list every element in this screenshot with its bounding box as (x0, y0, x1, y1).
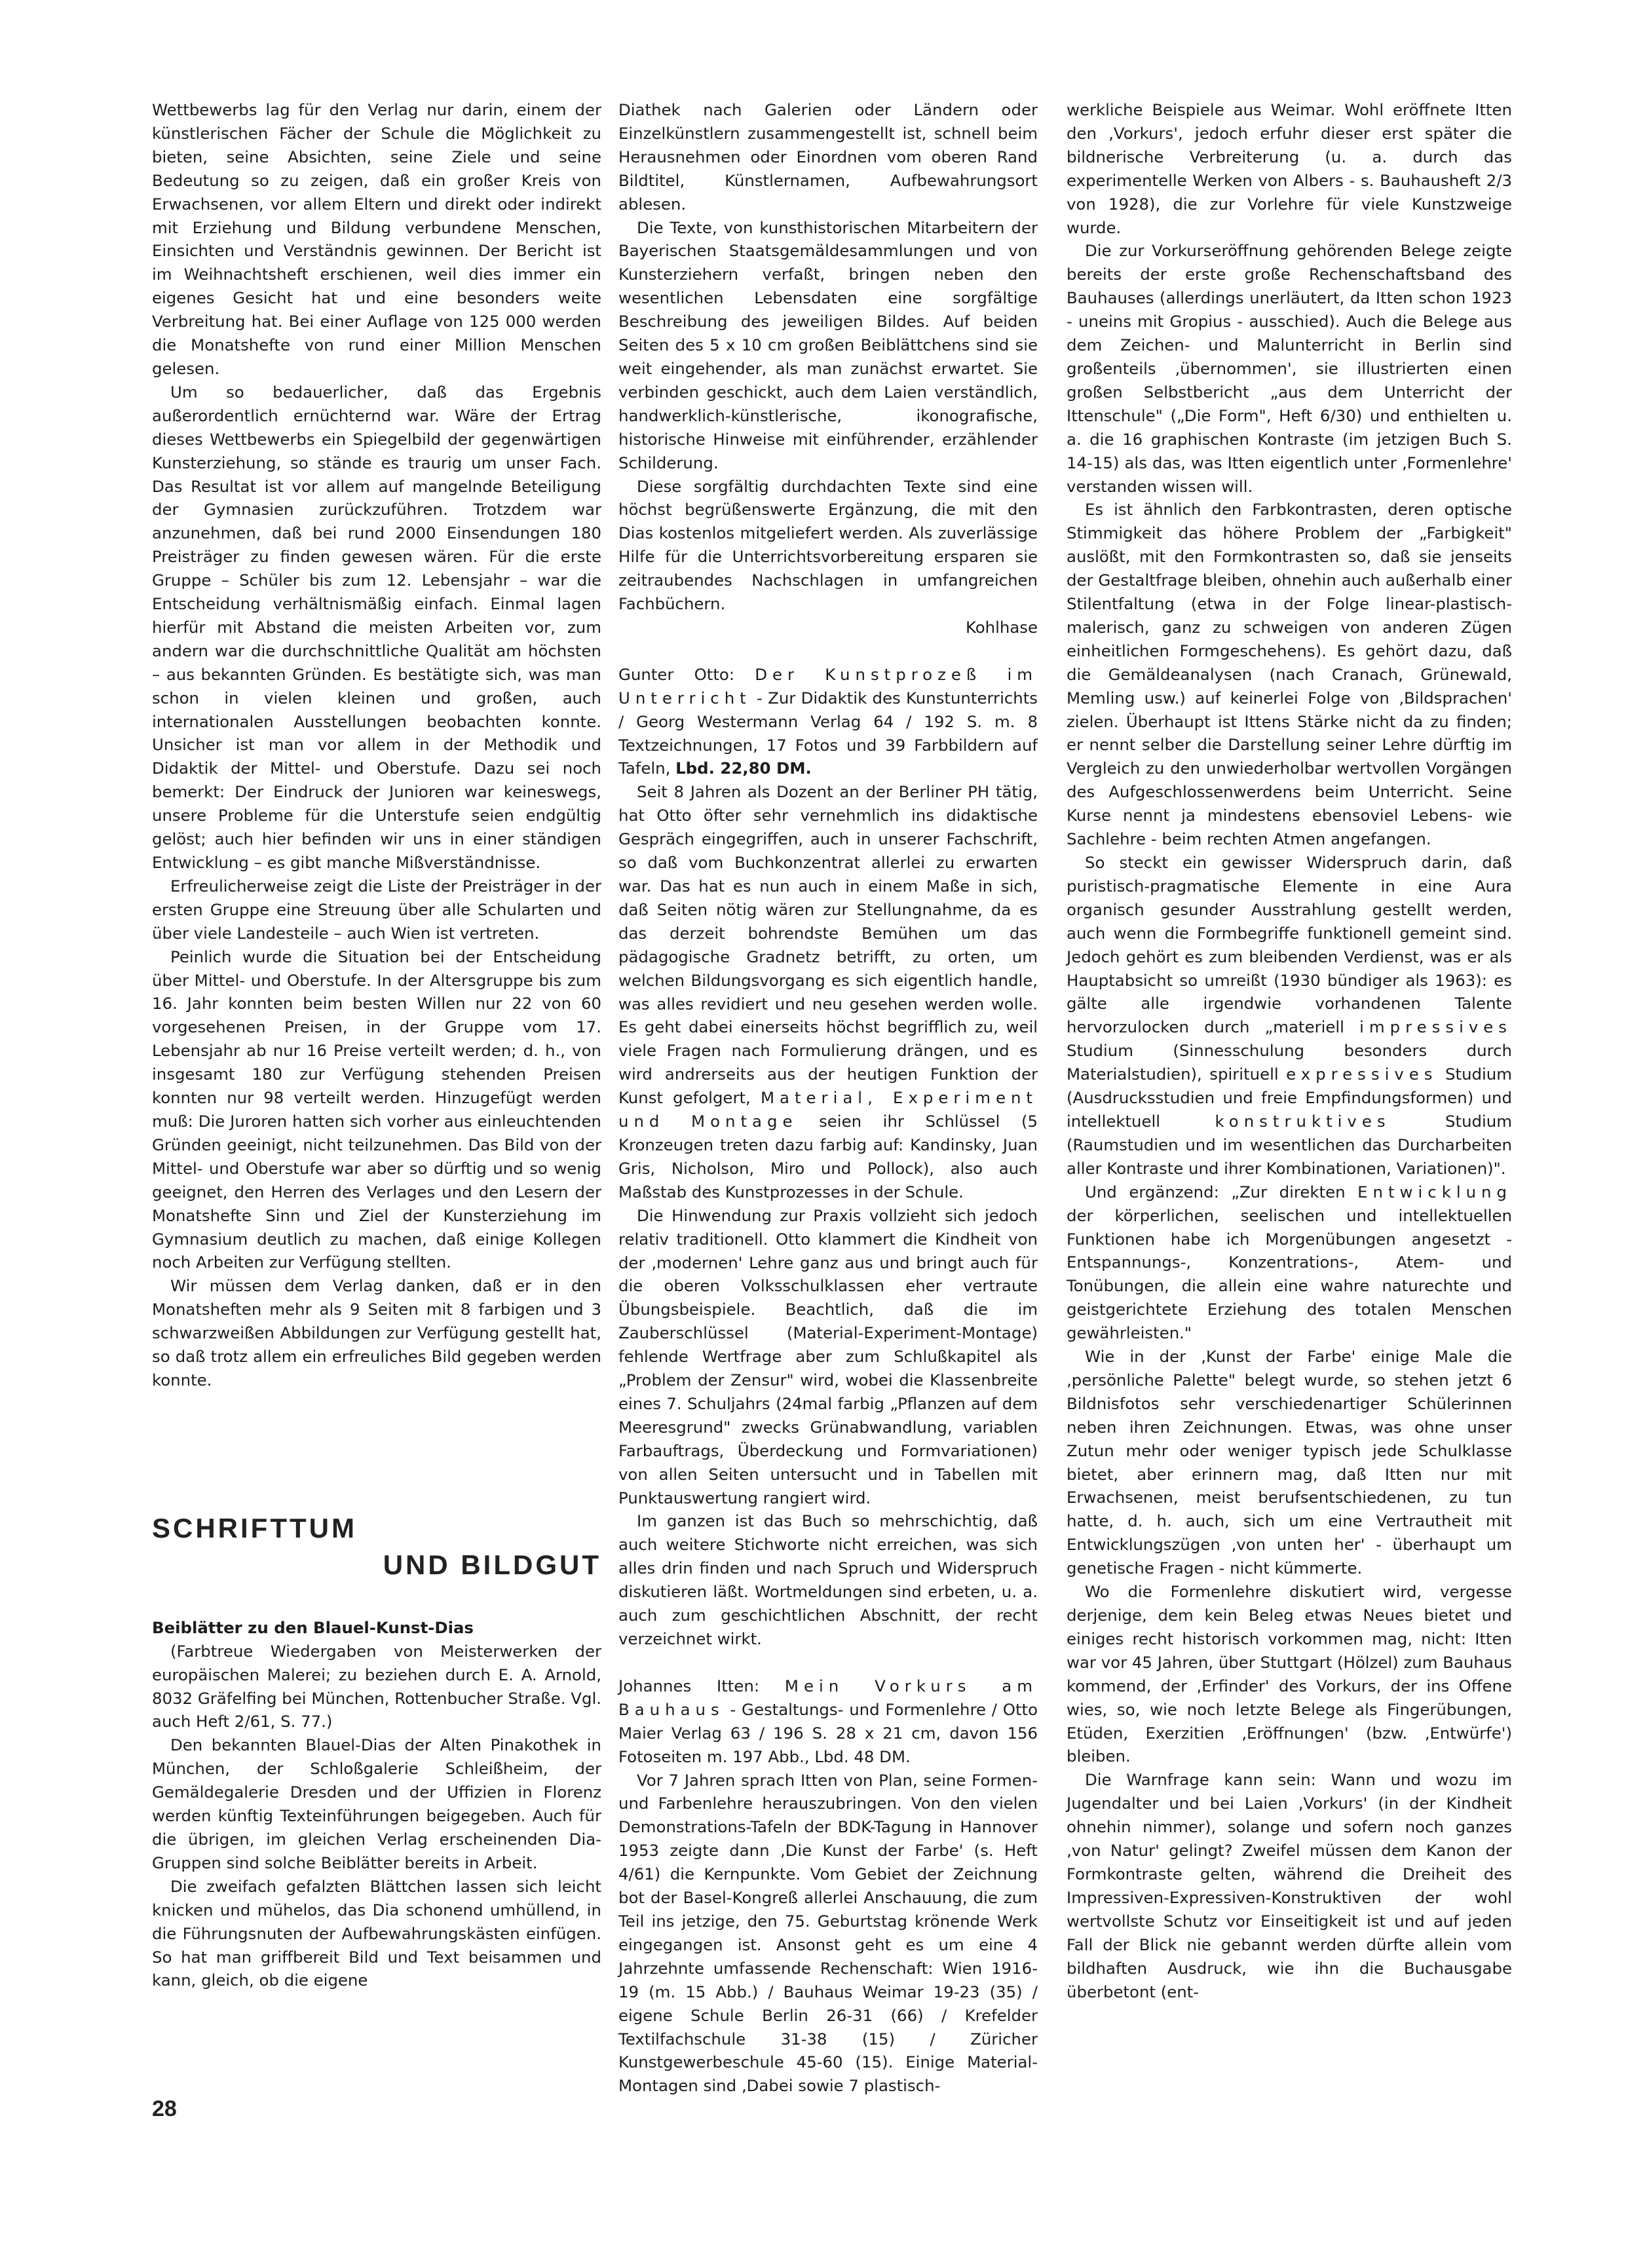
paragraph: Die Hinwendung zur Praxis vollzieht sich jedoch relativ traditionell. Otto klammert die Kindheit von der ‚modernen' Lehre ganz aus und bringt auch für die oberen Volksschulklassen eher vertraute Übungsbeispiele. Beachtlich, daß die im Zauberschlüssel (Material-Experiment-Montage) fehlende Wertfrage aber zum Schlußkapitel als „Problem der Zensur" wird, wobei die Klassenbreite eines 7. Schuljahrs (24mal farbig „Pflanzen auf dem Meeresgrund" zwecks Grünabwandlung, variablen Farbauftrags, Überdeckung und Formvariationen) von allen Seiten untersucht und in Tabellen mit Punktauswertung rangiert wird. (618, 1205, 1038, 1507)
text-column-3 (1067, 98, 1512, 2003)
review-book-title: Der Kunstprozeß im Unterricht (618, 664, 1038, 708)
section-heading-line-1: SCHRIFTTUM (152, 1512, 357, 1543)
paragraph: Vor 7 Jahren sprach Itten von Plan, seine Formen- und Farbenlehre herauszubringen. Von den vielen Demonstrations-Tafeln der BDK-Tagung in Hannover 1953 zeigte dann ‚Die Kunst der Farbe' (s. Heft 4/61) die Kernpunkte. Vom Gebiet der Zeichnung bot der Basel-Kongreß allerlei Anschauung, die zum Teil ins jetzige, den 75. Geburtstag krönende Werk eingegangen ist. Ansonst geht es um eine 4 Jahrzehnte umfassende Rechenschaft: Wien 1916-19 (m. 15 Abb.) / Bauhaus Weimar 19-23 (35) / eigene Schule Berlin 26-31 (66) / Krefelder Textilfachschule 31-38 (15) / Züricher Kunstgewerbeschule 45-60 (15). Einige Material-Montagen sind ‚Dabei sowie 7 plastisch- (618, 1770, 1038, 2096)
paragraph: Diathek nach Galerien oder Ländern oder Einzelkünstlern zusammengestellt ist, schnell beim Herausnehmen oder Einordnen vom oberen Rand Bildtitel, Künstlernamen, Aufbewahrungsort ablesen. (618, 100, 1038, 214)
text-column-2 (618, 98, 1038, 2098)
review-citation (618, 1674, 1038, 1769)
paragraph: (Farbtreue Wiedergaben von Meisterwerken der europäischen Malerei; zu beziehen durch E. A. Arnold, 8032 Gräfelfing bei München, Rottenbucher Straße. Vgl. auch Heft 2/61, S. 77.) (152, 1641, 601, 1731)
spacer (618, 1651, 1038, 1674)
review-subheading: Beiblätter zu den Blauel-Kunst-Dias (152, 1617, 474, 1637)
paragraph: Wo die Formenlehre diskutiert wird, vergesse derjenige, dem kein Beleg etwas Neues bietet und einiges recht historisch vorkommen mag, nicht: Itten war vor 45 Jahren, über Stuttgart (Hölzel) zum Bauhaus kommend, der ‚Erfinder' des Vorkurs, der ins Offene wies, so, wie noch letzte Belege als Fingerübungen, Etüden, Exerzitien ‚Eröffnungen' (bzw. ‚Entwürfe') bleiben. (1067, 1582, 1512, 1766)
paragraph: Wettbewerbs lag für den Verlag nur darin, einem der künstlerischen Fächer der Schule die Möglichkeit zu bieten, seine Absichten, seine Ziele und seine Bedeutung so zu zeigen, daß ein großer Kreis von Erwachsenen, vor allem Eltern und direkt oder indirekt mit Erziehung und Bildung verbundene Menschen, Einsichten und Verständnis gewinnen. Der Bericht ist im Weihnachtsheft erschienen, weil dies immer ein eigenes Gesicht hat und eine besonders weite Verbreitung hat. Bei einer Auflage von 125 000 werden die Monatshefte von rund einer Million Menschen gelesen. (152, 100, 601, 378)
paragraph: Seit 8 Jahren als Dozent an der Berliner PH tätig, hat Otto öfter sehr vernehmlich ins didaktische Gespräch eingegriffen, auch in unserer Fachschrift, so daß vom Buchkonzentrat allerlei zu erwarten war. Das hat es nun auch in einem Maße in sich, daß Seiten nötig wären zur Stellungnahme, da es das derzeit bohrendste Bemühen um das pädagogische Gradnetz betrifft, zu orten, um welchen Bildungsvorgang es sich eigentlich handle, was alles revidiert und neu gesehen werden wolle. Es geht dabei einerseits höchst begrifflich zu, weil viele Fragen nach Formulierung drängen, und es wird andrerseits aus der heutigen Funktion der Kunst gefolgert, Material, Experiment und Montage seien ihr Schlüssel (5 Kronzeugen treten dazu farbig auf: Kandinsky, Juan Gris, Nicholson, Miro und Pollock), also auch Maßstab des Kunstprozesses in der Schule. (618, 782, 1038, 1201)
spaced-emphasis: Entwicklung (1357, 1182, 1512, 1201)
spaced-emphasis: Material, Experiment und Montage (618, 1088, 1038, 1131)
section-heading-line-2: UND BILDGUT (383, 1549, 601, 1580)
paragraph: Um so bedauerlicher, daß das Ergebnis außerordentlich ernüchternd war. Wäre der Ertrag dieses Wettbewerbs ein Spiegelbild der gegenwärtigen Kunsterziehung, so stände es traurig um unser Fach. Das Resultat ist vor allem auf mangelnde Beteiligung der Gymnasien zurückzuführen. Trotzdem war anzunehmen, daß bei rund 2000 Einsendungen 180 Preisträger zu finden gewesen wären. Für die erste Gruppe – Schüler bis zum 12. Lebensjahr – war die Entscheidung verhältnismäßig einfach. Einmal lagen hierfür mit Abstand die meisten Arbeiten vor, zum andern war die durchschnittliche Qualität am höchsten – aus bekannten Gründen. Es bestätigte sich, was man schon in vielen kleinen und großen, auch internationalen Ausstellungen beobachten konnte. Unsicher ist man vor allem in der Methodik und Didaktik der Mittel- und Oberstufe. Dazu sei noch bemerkt: Der Eindruck der Junioren war keineswegs, unsere Probleme für die Unterstufe seien endgültig gelöst; auch hier befinden wir uns in einer ständigen Entwicklung – es gibt manche Mißverständnisse. (152, 382, 601, 872)
spacer (618, 639, 1038, 663)
paragraph: Peinlich wurde die Situation bei der Entscheidung über Mittel- und Oberstufe. In der Altersgruppe bis zum 16. Jahr konnten beim besten Willen nur 22 von 60 vorgesehenen Preisen, in der Gruppe vom 17. Lebensjahr ab nur 16 Preise verteilt werden; d. h., von insgesamt 180 zur Verfügung stehenden Preisen konnten nur 98 verteilt werden. Hinzugefügt werden muß: Die Juroren hatten sich vorher aus einleuchtenden Gründen geeinigt, nicht teilzunehmen. Das Bild von der Mittel- und Oberstufe war aber so dürftig und so wenig geeignet, den Herren des Verlages und den Lesern der Monatshefte Sinn und Ziel der Kunsterziehung im Gymnasium deutlich zu machen, daß einige Kollegen noch Arbeiten zur Verfügung stellten. (152, 947, 601, 1272)
paragraph: Im ganzen ist das Buch so mehrschichtig, daß auch weitere Stichworte nicht erreichen, was sich alles drin finden und nach Spruch und Widerspruch diskutieren läßt. Wortmeldungen sind erbeten, u. a. auch zum geschichtlichen Abschnitt, der recht verzeichnet wirkt. (618, 1511, 1038, 1648)
paragraph: Und ergänzend: „Zur direkten Entwicklung der körperlichen, seelischen und intellektuellen Funktionen habe ich Morgenübungen angesetzt - Entspannungs-, Konzentrations-, Atem- und Tonübungen, die allein eine wahre naturechte und geistgerichtete Erziehung des totalen Menschen gewährleisten." (1067, 1182, 1512, 1343)
paragraph: Wie in der ‚Kunst der Farbe' einige Male die ‚persönliche Palette" belegt wurde, so stehen jetzt 6 Bildnisfotos sehr verschiedenartiger Schülerinnen neben ihren Zeichnungen. Etwas, was ohne unser Zutun mehr oder weniger typisch jede Schulklasse bietet, aber erinnern mag, daß Itten nur mit Erwachsenen, meist berufsentschiedenen, zu tun hatte, d. h. auch, sich um eine Vertrautheit mit Entwicklungszügen ‚von unten her' - überhaupt um genetische Fragen - nicht kümmerte. (1067, 1347, 1512, 1578)
review-author: Gunter Otto: (618, 664, 755, 684)
paragraph: Diese sorgfältig durchdachten Texte sind eine höchst begrüßenswerte Ergänzung, die mit den Dias kostenlos mitgeliefert werden. Als zuverlässige Hilfe für die Unterrichtsvorbereitung ersparen sie zeitraubendes Nachschlagen in umfangreichen Fachbüchern. (618, 476, 1038, 614)
paragraph: Die zweifach gefalzten Blättchen lassen sich leicht knicken und mühelos, das Dia schonend umhüllend, in die Führungsnuten der Aufbewahrungskästen einfügen. So hat man griffbereit Bild und Text beisammen und kann, gleich, ob die eigene (152, 1876, 601, 1990)
review-price: Lbd. 22,80 DM. (675, 759, 812, 778)
review-author: Johannes Itten: (618, 1676, 785, 1695)
paragraph: Den bekannten Blauel-Dias der Alten Pinakothek in München, der Schloßgalerie Schleißheim, der Gemäldegalerie Dresden und der Uffizien in Florenz werden künftig Texteinführungen beigegeben. Auch für die übrigen, im gleichen Verlag erscheinenden Dia-Gruppen sind solche Beiblätter bereits in Arbeit. (152, 1735, 601, 1872)
spaced-emphasis: impressives (1359, 1017, 1512, 1037)
review-details: - Zur Didaktik des Kunstunterrichts / Georg Westermann Verlag 64 / 192 S. m. 8 Textzeichnungen, 17 Fotos und 39 Farbbildern auf Tafeln, (618, 688, 1038, 778)
review-book-title: Mein Vorkurs am Bauhaus (618, 1676, 1038, 1719)
spaced-emphasis: konstruktives (1215, 1111, 1391, 1131)
paragraph: Die zur Vorkurseröffnung gehörenden Belege zeigte bereits der erste große Rechenschaftsband des Bauhauses (allerdings unerläutert, da Itten schon 1923 - uneins mit Gropius - ausschied). Auch die Belege aus dem Zeichen- und Malunterricht in Berlin sind großenteils ‚übernommen', sie illustrierten einen großen Selbstbericht „aus dem Unterricht der Ittenschule" („Die Form", Heft 6/30) und enthielten u. a. die 16 graphischen Kontraste (im jetzigen Buch S. 14-15) als das, was Itten eigentlich unter ‚Formenlehre' verstanden wissen will. (1067, 241, 1512, 496)
paragraph: Es ist ähnlich den Farbkontrasten, deren optische Stimmigkeit das höhere Problem der „Farbigkeit" auslößt, mit den Formkontrasten so, daß sie jenseits der Gestaltfrage bleiben, ohnehin auch außerhalb einer Stilentfaltung (etwa in der Folge linear-plastisch-malerisch, ganz zu schweigen von anderen Zügen einheitlichen Formgeschehens). Es gehört dazu, daß die Gemäldeanalysen (nach Cranach, Grünewald, Memling usw.) auf keinerlei Folge von ‚Bildsprachen' zielen. Überhaupt ist Ittens Stärke nicht da zu finden; er nennt selber die Darstellung seiner Lehre dürftig im Vergleich zu den unwiederholbar wertvollen Vorgängen des Aufgeschlossenwerdens beim Unterricht. Seine Kurse nennt ja mindestens ebensoviel Lebens- wie Sachlehre - beim rechten Atmen angefangen. (1067, 500, 1512, 849)
review-details: - Gestaltungs- und Formenlehre / Otto Maier Verlag 63 / 196 S. 28 x 21 cm, davon 156 Fotoseiten m. 197 Abb., Lbd. 48 DM. (618, 1699, 1038, 1766)
paragraph: werkliche Beispiele aus Weimar. Wohl eröffnete Itten den ‚Vorkurs', jedoch erfuhr dieser erst später die bildnerische Verbreiterung (u. a. durch das experimentelle Werken von Albers - s. Bauhausheft 2/3 von 1928), die zur Vorlehre für viele Kunstzweige wurde. (1067, 100, 1512, 237)
review-citation (618, 663, 1038, 781)
author-signature: Kohlhase (965, 617, 1038, 637)
paragraph: Wir müssen dem Verlag danken, daß er in den Monatsheften mehr als 9 Seiten mit 8 farbigen und 3 schwarzweißen Abbildungen zur Verfügung gestellt hat, so daß trotz allem ein erfreuliches Bild gegeben werden konnte. (152, 1276, 601, 1389)
spaced-emphasis: expressives (1286, 1065, 1438, 1084)
page-number: 28 (152, 2096, 177, 2121)
paragraph: Erfreulicherweise zeigt die Liste der Preisträger in der ersten Gruppe eine Streuung über alle Schularten und über viele Landesteile – auch Wien ist vertreten. (152, 876, 601, 943)
text-column-1 (152, 98, 601, 1992)
paragraph: Die Texte, von kunsthistorischen Mitarbeitern der Bayerischen Staatsgemäldesammlungen und von Kunsterziehern verfaßt, bringen neben den wesentlichen Lebensdaten eine sorgfältige Beschreibung des jeweiligen Bildes. Auf beiden Seiten des 5 x 10 cm großen Beiblättchens sind sie weit eingehender, als man zunächst erwartet. Sie verbinden geschickt, auch dem Laien verständlich, handwerklich-künstlerische, ikonografische, historische Hinweise mit einführender, erzählender Schilderung. (618, 217, 1038, 472)
paragraph: Die Warnfrage kann sein: Wann und wozu im Jugendalter und bei Laien ‚Vorkurs' (in der Kindheit ohnehin nimmer), solange und sofern noch ganzes ‚von Natur' gelingt? Zweifel müssen dem Kanon der Formkontraste gelten, während die Dreiheit des Impressiven-Expressiven-Konstruktiven der wohl wertvollste Schutz vor Einseitigkeit ist und auf jeden Fall der Blick nie gebannt werden dürfte allein vom bildhaften Ausdruck, wie ihn die Buchausgabe überbetont (ent- (1067, 1770, 1512, 2001)
paragraph: So steckt ein gewisser Widerspruch darin, daß puristisch-pragmatische Elemente in eine Aura organisch gesunder Ausstrahlung gestellt werden, auch wenn die Formbegriffe funktionell gemeint sind. Jedoch gehört es zum bleibenden Verdienst, was er als Hauptabsicht so umreißt (1930 bündiger als 1963): es gälte alle irgendwie vorhandenen Talente hervorzulocken durch „materiell impressives Studium (Sinnesschulung besonders durch Materialstudien), spirituell expressives Studium (Ausdrucksstudien und freie Empfindungsformen) und intellektuell konstruktives Studium (Raumstudien und im wesentlichen das Durcharbeiten aller Kontraste und ihrer Kombinationen, Variationen)". (1067, 853, 1513, 1178)
